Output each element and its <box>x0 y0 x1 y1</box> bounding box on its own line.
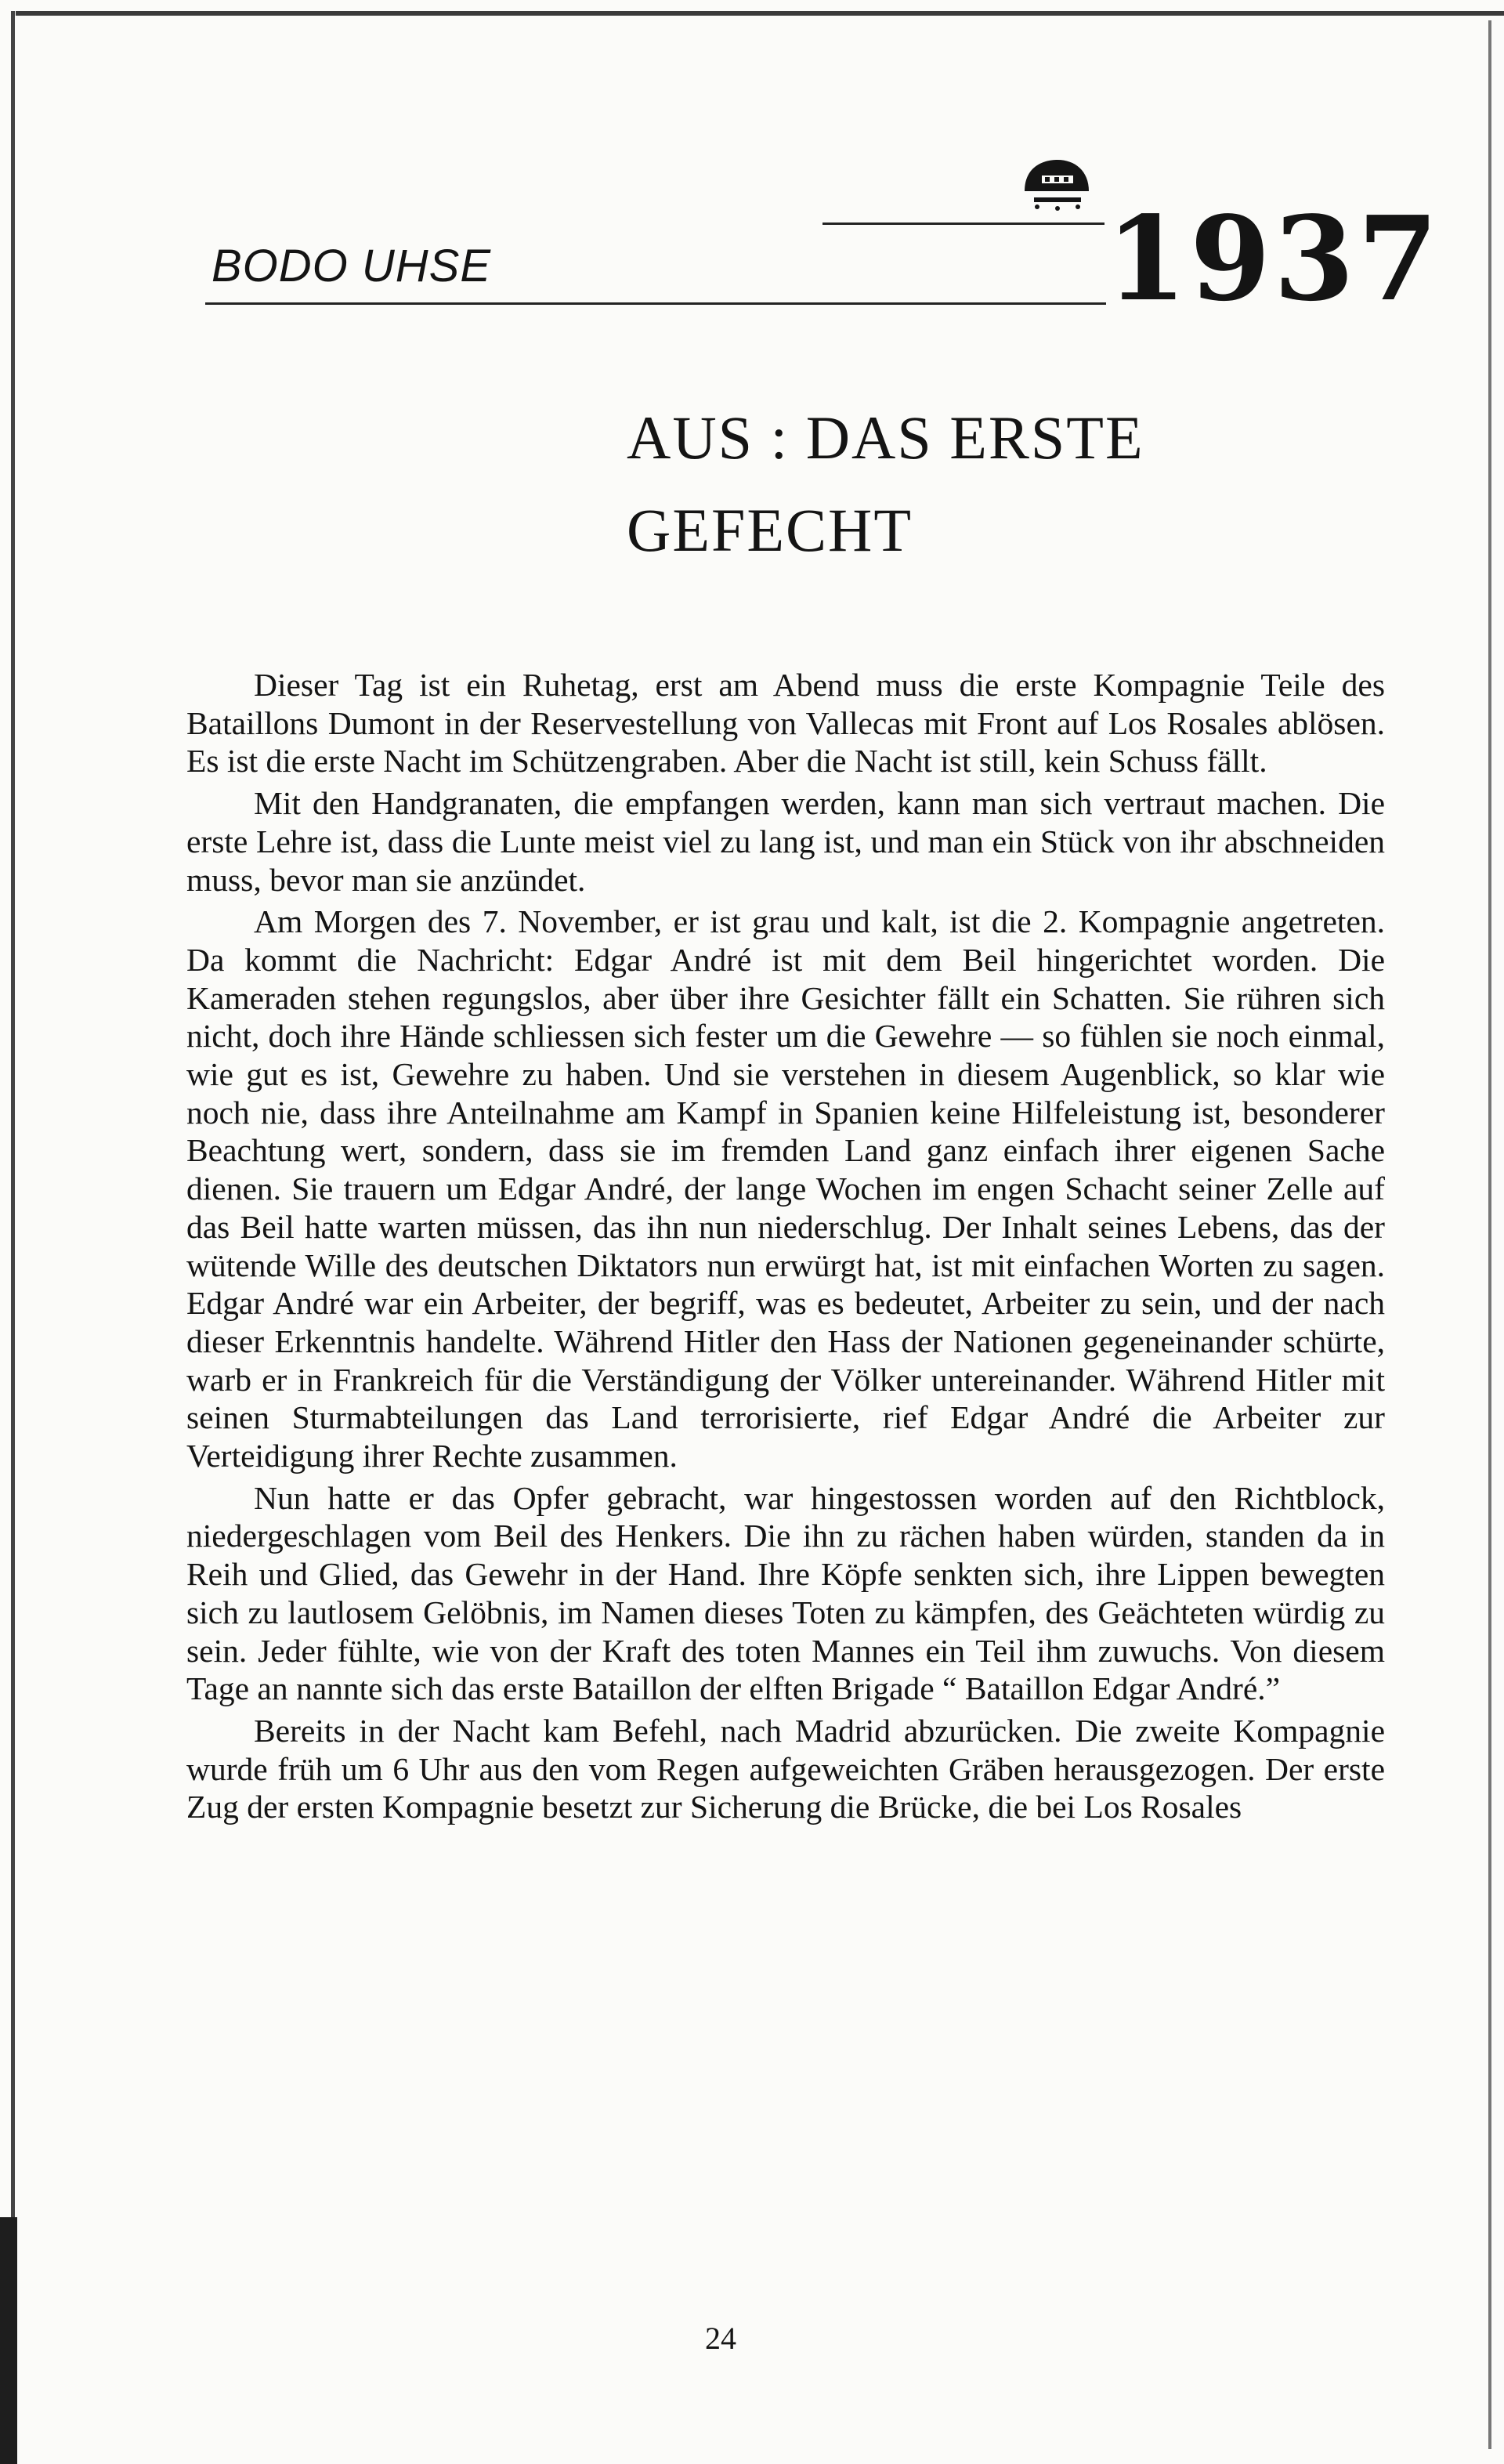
header-rule <box>205 302 1106 305</box>
paragraph: Dieser Tag ist ein Ruhetag, erst am Abend muss die erste Kompagnie Teile des Bataillons Dumont in der Reservestellung von Vallecas mit Front auf Los Rosales ablösen. Es ist die erste Nacht im Schützengraben. Aber die Nacht ist still, kein Schuss fällt. <box>186 667 1385 780</box>
scan-edge-top <box>16 11 1504 16</box>
paragraph: Mit den Handgranaten, die empfangen werden, kann man sich vertraut machen. Die erste Lehre ist, dass die Lunte meist viel zu lang ist, und man ein Stück von ihr abschneiden muss, bevor man sie anzündet. <box>186 785 1385 898</box>
author-name: BODO UHSE <box>212 241 492 291</box>
chapter-title-line-2: GEFECHT <box>627 496 913 564</box>
scan-edge-bottom <box>0 2217 17 2464</box>
paragraph: Am Morgen des 7. November, er ist grau und kalt, ist die 2. Kompagnie angetreten. Da kommt die Nachricht: Edgar André ist mit dem Beil hingerichtet worden. Die Kameraden stehen regungslos, aber über ihre Gesichter fällt ein Schatten. Sie rühren sich nicht, doch ihre Hände schliessen sich fester um die Gewehre — so fühlen sie noch einmal, wie gut es ist, Gewehre zu haben. Und sie verstehen in diesem Augenblick, so klar wie noch nie, dass ihre Anteilnahme am Kampf in Spanien keine Hilfeleistung ist, besonderer Beachtung wert, sondern, dass sie im fremden Land ganz einfach ihrer eigenen Sache dienen. Sie trauern um Edgar André, der lange Wochen im engen Schacht seiner Zelle auf das Beil hatte warten müssen, das ihn nun niederschlug. Der Inhalt seines Lebens, das der wütende Wille des deutschen Diktators nun erwürgt hat, ist mit einfachen Worten zu sagen. Edgar André war ein Arbeiter, der begriff, was es bedeutet, Arbeiter zu sein, und der nach dieser Erkenntnis handelte. Während Hitler den Hass der Nationen gegeneinander schürte, warb er in Frankreich für die Verständigung der Völker untereinander. Während Hitler mit seinen Sturmabteilungen das Land terrorisierte, rief Edgar André die Arbeiter zur Verteidigung ihrer Rechte zusammen. <box>186 903 1385 1474</box>
chapter-title-line-1: AUS : DAS ERSTE <box>627 403 1144 472</box>
body-text <box>186 666 1385 1830</box>
year-heading: 1937 <box>1106 190 1441 327</box>
header-rule-top <box>822 223 1104 225</box>
scan-edge-right <box>1488 20 1491 2449</box>
paragraph: Bereits in der Nacht kam Befehl, nach Madrid abzurücken. Die zweite Kompagnie wurde früh um 6 Uhr aus den vom Regen aufgeweichten Gräben herausgezogen. Der erste Zug der ersten Kompagnie besetzt zur Sicherung die Brücke, die bei Los Rosales <box>186 1712 1385 1825</box>
paragraph: Nun hatte er das Opfer gebracht, war hingestossen worden auf den Richtblock, niedergeschlagen vom Beil des Henkers. Die ihn zu rächen haben würden, standen da in Reih und Glied, das Gewehr in der Hand. Ihre Köpfe senkten sich, ihre Lippen bewegten sich zu lautlosem Gelöbnis, im Namen dieses Toten zu kämpfen, des Geächteten würdig zu sein. Jeder fühlte, wie von der Kraft des toten Mannes ein Teil ihm zuwuchs. Von diesem Tage an nannte sich das erste Bataillon der elften Brigade “ Bataillon Edgar André.” <box>186 1479 1385 1707</box>
chapter-title <box>627 392 1332 577</box>
publisher-logo-icon <box>1018 157 1095 213</box>
page-number: 24 <box>705 2321 736 2356</box>
scan-edge-left <box>11 11 15 2464</box>
